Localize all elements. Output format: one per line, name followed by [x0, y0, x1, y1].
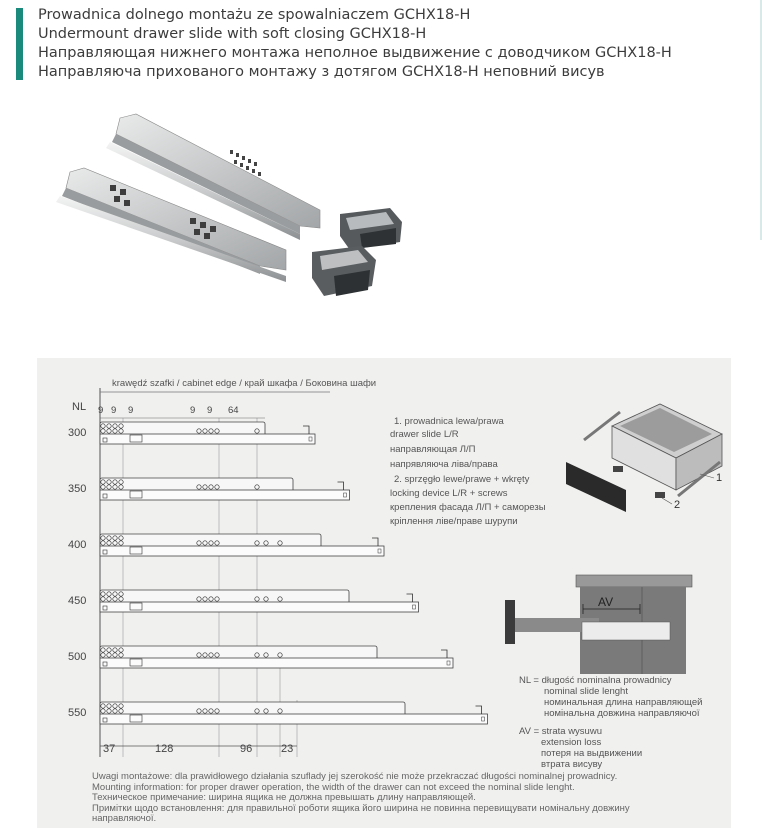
- slide-row: [68, 534, 384, 556]
- title-russian: Направляющая нижнего монтажа неполное выдвижение с доводчиком GCHX18-H: [38, 45, 672, 61]
- top-dim-1: 9: [98, 405, 104, 416]
- legend-line-6: locking device L/R + screws: [390, 488, 508, 499]
- nl-definition-1: NL = długość nominalna prowadnicy: [519, 675, 672, 686]
- slide-runner: [100, 434, 315, 444]
- top-dim-3: 9: [128, 405, 134, 416]
- length-label: 550: [68, 707, 87, 719]
- bottom-dim-128: 128: [155, 743, 174, 755]
- bottom-dim-37: 37: [103, 743, 116, 755]
- top-dim-4: 9: [190, 405, 196, 416]
- length-label: 350: [68, 483, 87, 495]
- bottom-dim-23: 23: [281, 743, 294, 755]
- slide-runner: [100, 658, 453, 668]
- end-hook: [476, 706, 482, 714]
- legend-line-3: направляющая Л/П: [390, 444, 476, 455]
- end-hook: [372, 538, 378, 546]
- av-definition-1: AV = strata wysuwu: [519, 726, 602, 737]
- drawer-box-illustration: [566, 404, 722, 512]
- end-hook: [338, 482, 344, 490]
- slide-runner: [100, 490, 350, 500]
- note-ukrainian-cont: направляючої.: [92, 813, 157, 824]
- legend-line-4: напрявляюча ліва/права: [390, 459, 498, 470]
- top-dim-5: 9: [207, 405, 213, 416]
- end-hook: [303, 426, 309, 434]
- note-ukrainian: Примітки щодо встановлення: для правильної роботи ящика його ширина не повинна перевищувати номінальну довжину: [92, 802, 630, 814]
- length-label: 450: [68, 595, 87, 607]
- slide-row: [68, 646, 453, 668]
- av-definition-2: extension loss: [541, 737, 602, 748]
- length-label: 300: [68, 427, 87, 439]
- note-russian: Техническое примечание: ширина ящика не должна превышать длину направляющей.: [92, 792, 476, 803]
- nl-definition-3: номинальная длина направляющей: [544, 697, 703, 708]
- slide-row: [68, 702, 488, 724]
- note-polish: Uwagi montażowe: dla prawidłowego działania szuflady jej szerokość nie może przekraczać długości nominalnej prowadnicy.: [92, 771, 618, 782]
- slide-runner: [100, 714, 488, 724]
- callout-1: 1: [716, 472, 723, 484]
- end-hook: [441, 650, 447, 658]
- slide-runner: [100, 602, 419, 612]
- av-definition-4: втрата висуву: [541, 759, 603, 770]
- title-english: Undermount drawer slide with soft closing GCHX18-H: [38, 26, 427, 42]
- av-label: AV: [598, 595, 614, 609]
- extension-loss-section: [505, 575, 692, 674]
- slide-runner: [100, 546, 384, 556]
- bottom-dim-96: 96: [240, 743, 253, 755]
- end-hook: [407, 594, 413, 602]
- length-label: 400: [68, 539, 87, 551]
- av-definition-3: потеря на выдвижении: [541, 748, 643, 759]
- legend-line-1: 1. prowadnica lewa/prawa: [394, 416, 504, 427]
- slide-row: [68, 422, 315, 444]
- top-dim-2: 9: [111, 405, 117, 416]
- title-ukrainian: Направляюча прихованого монтажу з дотягом GCHX18-H неповний висув: [38, 64, 605, 80]
- nl-label: NL: [72, 401, 87, 413]
- note-english: Mounting information: for proper drawer operation, the width of the drawer can not exceed the nominal slide lenght.: [92, 781, 575, 793]
- slide-row: [68, 590, 419, 612]
- cabinet-edge-label: krawędź szafki / cabinet edge / край шкафа / Боковина шафи: [112, 378, 377, 389]
- nl-definition-4: номінальна довжина направляючої: [544, 708, 700, 719]
- slide-row: [68, 478, 350, 500]
- mounting-notes: [92, 772, 732, 825]
- legend-line-5: 2. sprzęgło lewe/prawe + wkręty: [394, 474, 530, 485]
- legend-line-2: drawer slide L/R: [390, 429, 459, 440]
- length-label: 500: [68, 651, 87, 663]
- nl-definition-2: nominal slide lenght: [544, 686, 628, 697]
- callout-2: 2: [674, 499, 681, 511]
- legend-line-7: крепления фасада Л/П + саморезы: [390, 502, 546, 513]
- top-dim-6: 64: [228, 405, 239, 416]
- title-polish: Prowadnica dolnego montażu ze spowalniaczem GCHX18-H: [38, 7, 471, 23]
- legend-line-8: кріплення ліве/праве шурупи: [390, 516, 518, 527]
